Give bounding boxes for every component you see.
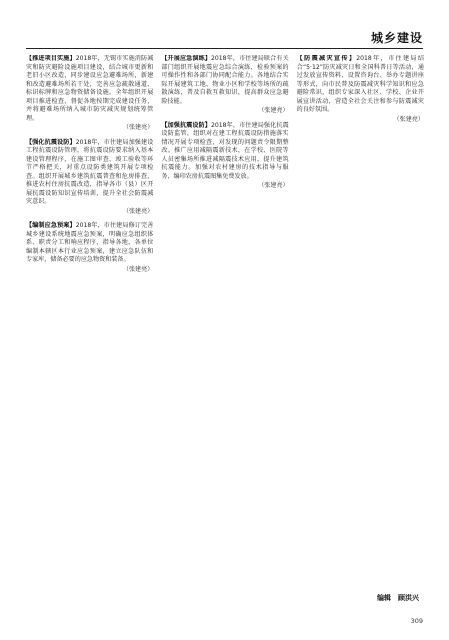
article-source: （张建亮） — [122, 124, 154, 131]
column-1 — [26, 55, 153, 610]
column-3 — [297, 55, 424, 610]
article-body: 2018年，市住建局强化抗震设防监管，组织对在建工程抗震设防措施落实情况开展专项检查，对发现的问题责令限期整改。推广应用减隔震新技术，在学校、医院等人员密集场所推进减隔震技术应用，提升建筑抗震能力。加强对农村建房的技术指导与服务，编印农房抗震图集免费发放。 — [161, 121, 289, 180]
article-title: 【编制应急预案】 — [26, 222, 76, 229]
column-2 — [161, 55, 288, 610]
article-1 — [26, 55, 153, 133]
editor-credit: 编辑 顾洪兴 — [377, 594, 419, 602]
article-body: 2018年，市住建局联合有关部门组织开展地震应急综合演练，检验预案的可操作性和各部门协同配合能力。各地结合实际开展建筑工地、物业小区和学校等场所的疏散演练，普及自救互救知识，提高群众应急避险技能。 — [161, 55, 289, 105]
article-source: （张建亮） — [258, 107, 289, 114]
article-3 — [26, 222, 153, 274]
article-5 — [161, 122, 288, 191]
section-title: 城乡建设 — [370, 31, 423, 45]
article-body: 2018年，市住建局修订完善城乡建设系统地震应急预案，明确应急组织体系、职责分工和响应程序，指导各地、各单位编制本辖区本行业应急预案，建立应急队伍和专家库，储备必要的应急物资和装备。 — [26, 222, 154, 263]
article-title: 【推进项目实施】 — [26, 55, 76, 62]
article-title: 【加强抗震设防】 — [161, 121, 212, 129]
article-body: 2018年，无锡市实施消防减灾和防灾避险设施项目建设，结合城市更新和老旧小区改造，同步建设应急避难场所，新建和改造避难场所若干处，完善应急疏散通道、标识标牌和应急物资储备设施。全年组织开展项目推进检查，督促各地按期完成建设任务，并将避难场所纳入城市防灾减灾规划统筹管理。 — [26, 55, 154, 122]
header-divider — [26, 48, 423, 49]
article-columns — [26, 55, 424, 610]
article-title: 【开展应急演练】 — [161, 55, 212, 62]
article-body: 2018年，市住建局结合“5·12”防灾减灾日和全国科普日等活动，通过发放宣传资料、设置咨询台、举办专题讲座等形式，向市民普及防震减灾科学知识和应急避险常识，组织专家深入社区、学校、企业开展宣讲活动，营造全社会关注和参与防震减灾的良好氛围。 — [296, 55, 424, 113]
article-source: （张建亮） — [122, 265, 154, 273]
article-source: （张建亮） — [393, 115, 424, 123]
article-source: （张建亮） — [258, 182, 289, 189]
article-source: （张建亮） — [122, 207, 154, 215]
article-title: 【强化抗震设防】 — [26, 138, 76, 146]
article-body: 2018年，市住建局加强建设工程抗震设防管理，将抗震设防要求纳入基本建设管理程序，在施工图审查、竣工验收等环节严格把关，对重点设防类建筑开展专项检查。组织开展城乡建筑抗震普查和危房排查，推进农村住房抗震改造，指导各市（县）区开展抗震设防知识宣传培训，提升全社会防震减灾意识。 — [26, 138, 154, 205]
article-title: 【防震减灾宣传】 — [296, 55, 357, 62]
article-2 — [26, 139, 153, 217]
article-6 — [297, 55, 424, 124]
page-number: 309 — [410, 617, 423, 625]
article-4 — [161, 55, 288, 116]
